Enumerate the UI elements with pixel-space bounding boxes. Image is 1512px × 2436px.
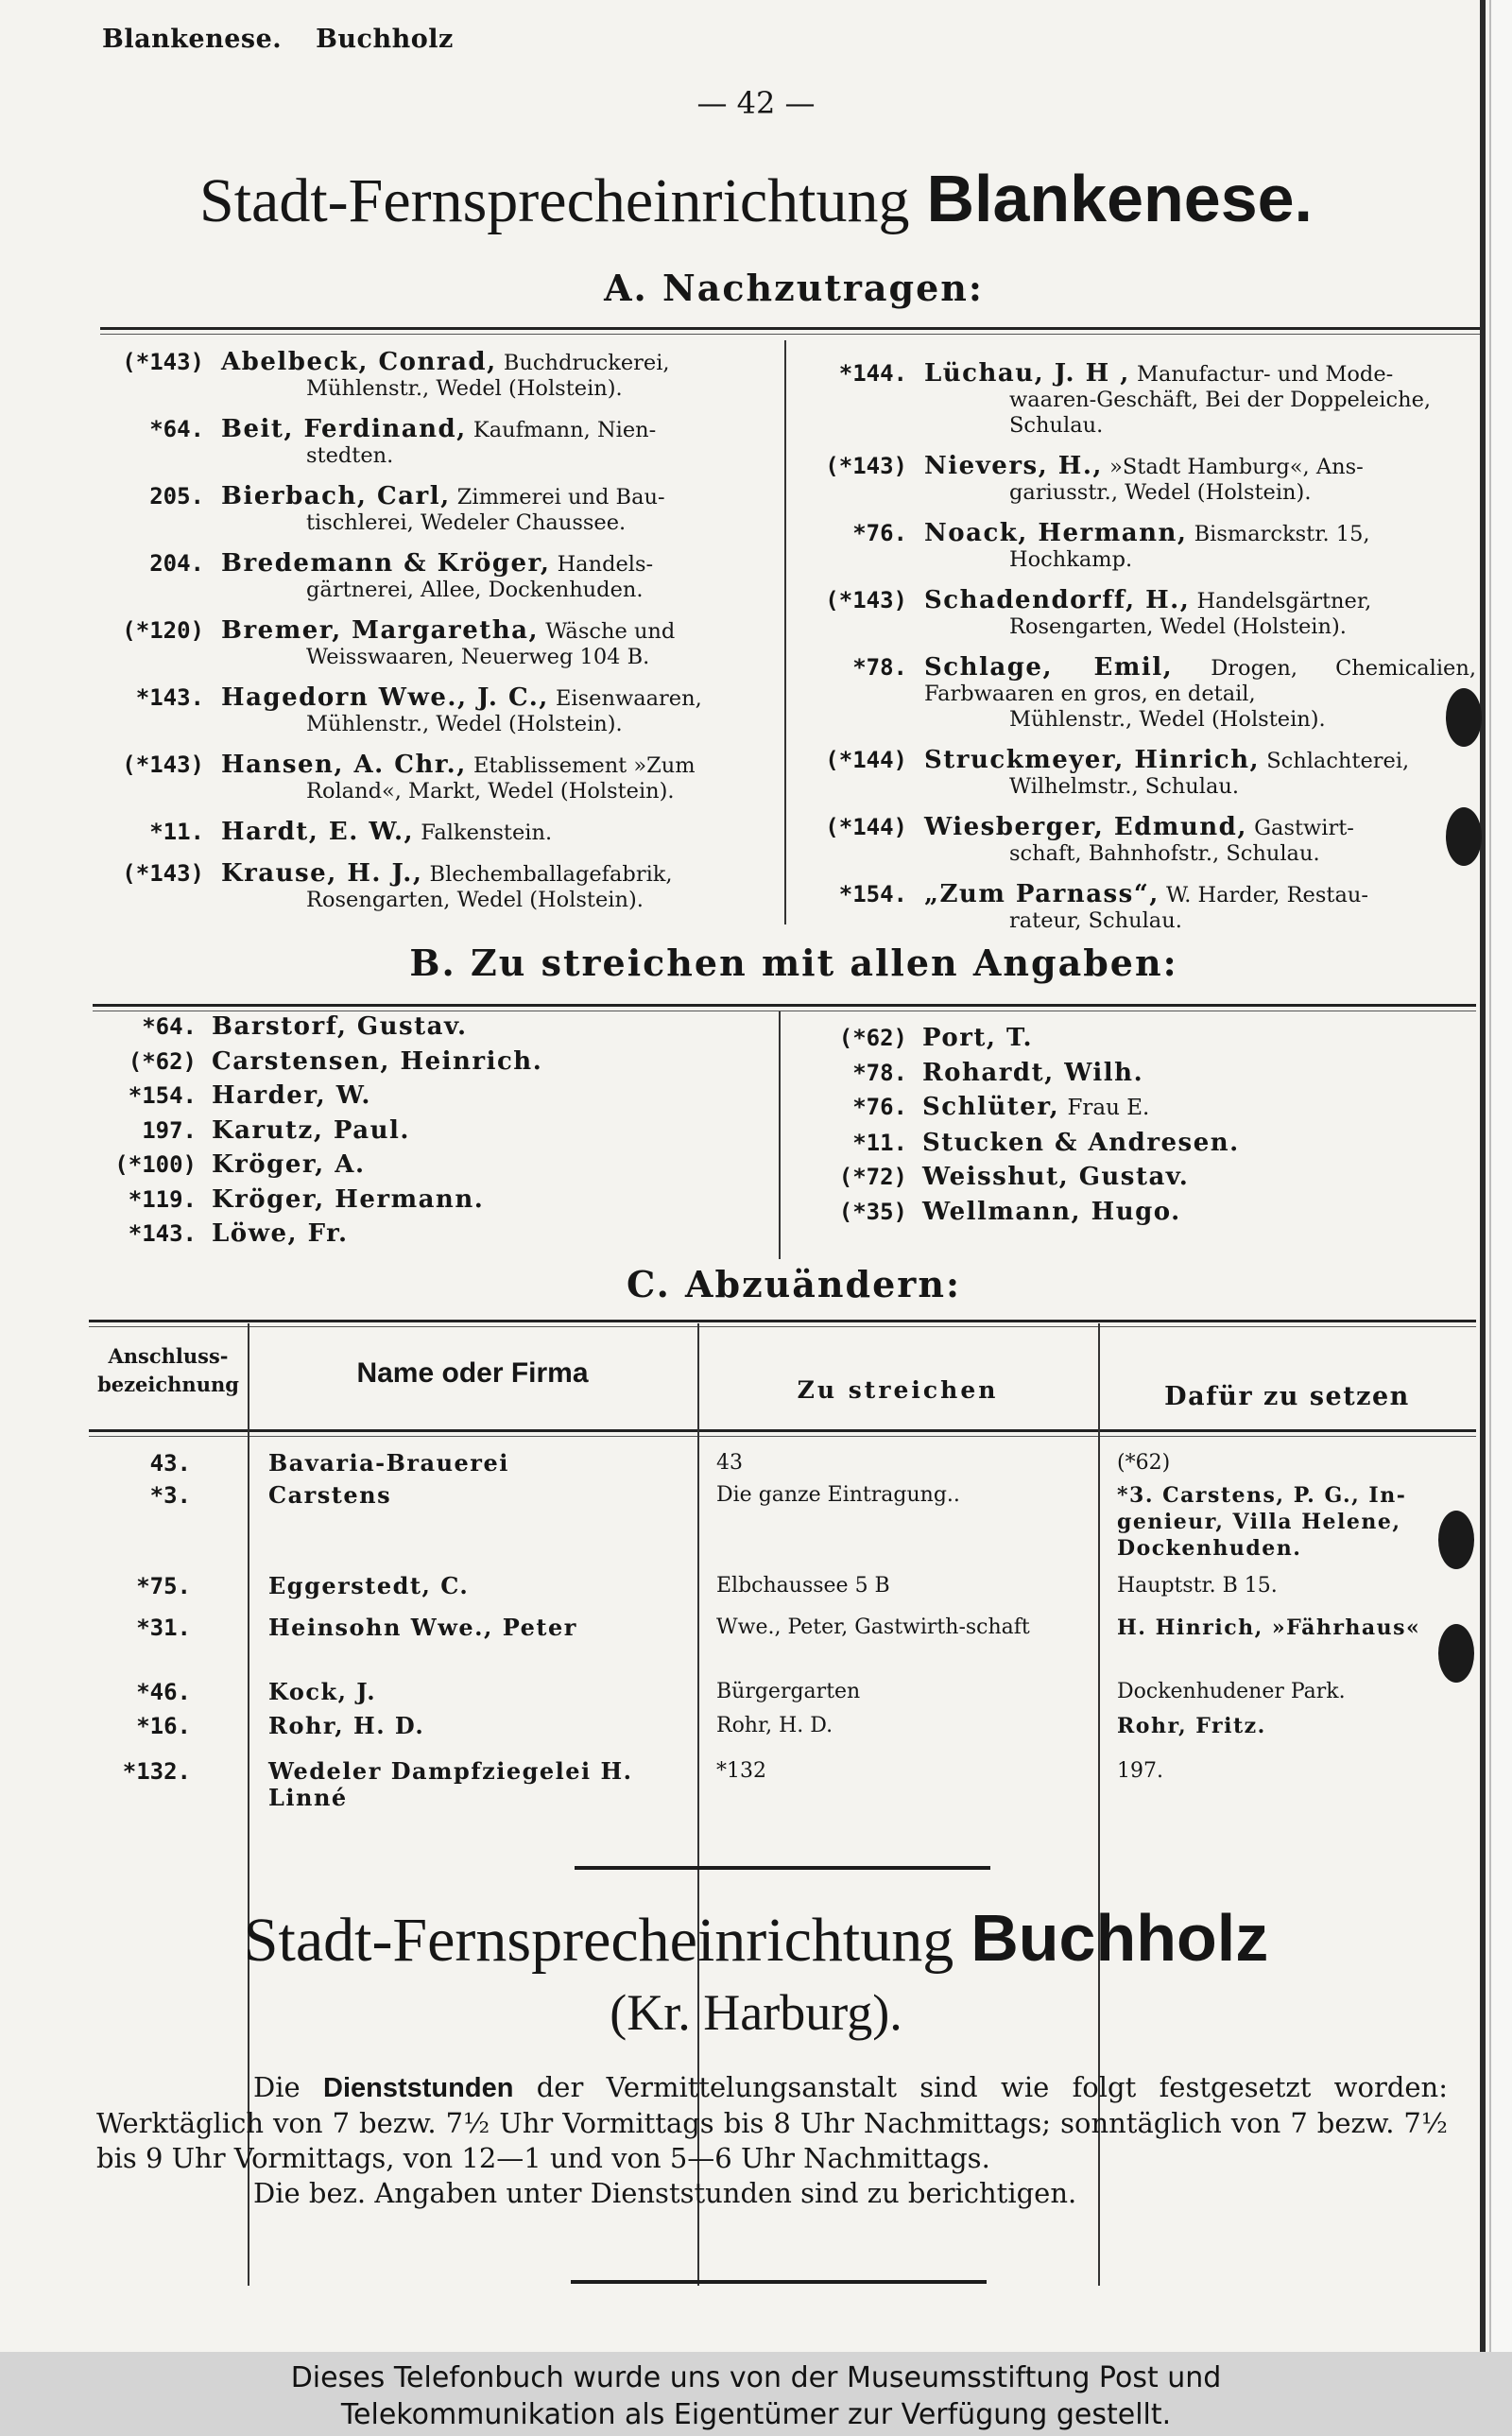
change-strike: 43 <box>716 1451 743 1475</box>
listing-number: (*143) <box>825 453 907 479</box>
listing-number: *11. <box>149 819 204 845</box>
listing-name: Struckmeyer, Hinrich, <box>924 746 1261 774</box>
listing-description: Manufactur- und Mode- <box>1136 362 1394 387</box>
deletion-number: *143. <box>128 1220 197 1247</box>
deletion-text <box>212 1148 754 1183</box>
change-number: *75. <box>136 1573 191 1599</box>
deletion-text <box>922 1195 1465 1230</box>
listing-number: 204. <box>149 550 204 577</box>
running-head-right: Buchholz <box>316 25 454 54</box>
col-header-name: Name oder Firma <box>356 1357 589 1389</box>
deletion-entry <box>93 1045 754 1080</box>
deletion-number: *119. <box>128 1185 197 1213</box>
deletion-name: Karutz, Paul. <box>212 1115 410 1145</box>
listing-continuation: stedten. <box>306 443 394 468</box>
listing-description: Etablissement »Zum <box>472 753 696 778</box>
listing-entry <box>100 752 771 804</box>
change-strike: Wwe., Peter, Gastwirth-schaft <box>716 1615 1030 1639</box>
listing-description: Drogen, Chemicalien, Farbwaaren en gros, en detail, <box>924 656 1476 706</box>
para-word: Die <box>253 2071 301 2103</box>
deletion-entry <box>803 1090 1465 1126</box>
listing-entry <box>803 521 1476 573</box>
listing-continuation: tischlerei, Wedeler Chaussee. <box>306 510 627 535</box>
listing-name: Schlage, Emil, <box>924 653 1174 682</box>
listing-entry <box>803 655 1476 733</box>
deletion-name: Löwe, Fr. <box>212 1219 349 1248</box>
change-replacement: H. Hinrich, »Fährhaus« <box>1117 1615 1421 1640</box>
deletion-name: Weisshut, Gustav. <box>922 1163 1190 1191</box>
section-b-column-divider <box>779 1011 781 1259</box>
listing-text <box>221 861 771 913</box>
deletion-number: *78. <box>852 1059 907 1086</box>
change-row <box>89 1615 1476 1671</box>
listing-text <box>924 815 1476 867</box>
listing-name: Hagedorn Wwe., J. C., <box>221 683 549 712</box>
deletion-text <box>212 1045 754 1080</box>
listing-text <box>221 350 771 402</box>
deletion-text <box>922 1126 1465 1161</box>
deletion-name: Rohardt, Wilh. <box>922 1058 1144 1087</box>
change-number: *132. <box>122 1758 191 1785</box>
deletion-entry <box>803 1195 1465 1230</box>
listing-description: Bismarckstr. 15, <box>1194 522 1370 546</box>
listing-text <box>221 685 771 737</box>
listing-description: Eisenwaaren, <box>555 686 702 711</box>
change-name: Eggerstedt, C. <box>268 1572 470 1599</box>
listing-text <box>924 655 1476 733</box>
listing-text <box>221 551 771 603</box>
listing-continuation: Hochkamp. <box>1009 547 1133 572</box>
listing-continuation: schaft, Bahnhofstr., Schulau. <box>1009 841 1320 866</box>
listing-entry <box>100 417 771 469</box>
listing-name: Schadendorff, H., <box>924 586 1191 614</box>
listing-entry <box>100 861 771 913</box>
listing-entry <box>803 815 1476 867</box>
section-title-blankenese <box>0 161 1512 237</box>
section-a-heading: A. Nachzutragen: <box>604 267 984 309</box>
col-header-anschluss: Anschluss-bezeichnung <box>97 1344 239 1396</box>
separator-line-bottom <box>571 2280 987 2284</box>
change-strike: Die ganze Eintragung.. <box>716 1483 960 1507</box>
change-replacement: *3. Carstens, P. G., In-genieur, Villa Helene, Dockenhuden. <box>1117 1483 1407 1561</box>
listing-continuation: Mühlenstr., Wedel (Holstein). <box>306 712 623 736</box>
deletion-name: Harder, W. <box>212 1081 371 1110</box>
listing-number: *143. <box>135 684 204 711</box>
deletion-name: Schlüter, <box>922 1093 1060 1121</box>
deletion-entry <box>93 1183 754 1218</box>
deletion-name: Wellmann, Hugo. <box>922 1197 1181 1226</box>
listing-description: Kaufmann, Nien- <box>472 418 657 442</box>
listing-continuation: Weisswaaren, Neuerweg 104 B. <box>306 645 650 669</box>
dienststunden-paragraph <box>96 2070 1448 2211</box>
para-text: der Vermittelungsanstalt sind wie folgt festgesetzt worden: Werktäglich von 7 bezw. 7½ Uhr Vormittags bis 8 Uhr Nachmittags; sonntäglich von 7 bezw. 7½ bis 9 Uhr Vormittags, von 12—1 und von 5—6 Uhr Nachmittags. <box>96 2071 1448 2174</box>
change-name: Heinsohn Wwe., Peter <box>268 1614 577 1641</box>
change-strike: Elbchaussee 5 B <box>716 1574 890 1598</box>
listing-description: Handelsgärtner, <box>1196 589 1372 613</box>
deletion-name: Kröger, Hermann. <box>212 1184 485 1214</box>
deletion-number: (*62) <box>128 1047 197 1075</box>
deletion-entry <box>803 1160 1465 1195</box>
deletion-number: 197. <box>142 1116 197 1144</box>
listing-entry <box>100 551 771 603</box>
listing-text <box>924 748 1476 800</box>
listing-number: (*144) <box>825 814 907 840</box>
deletion-name: Stucken & Andresen. <box>922 1128 1240 1157</box>
running-head-left: Blankenese. <box>102 25 283 54</box>
listing-text <box>221 752 771 804</box>
deletion-text <box>922 1090 1465 1126</box>
listing-number: *64. <box>149 416 204 442</box>
para-keyword: Dienststunden <box>323 2073 514 2103</box>
listing-name: Noack, Hermann, <box>924 519 1188 547</box>
listing-description: Falkenstein. <box>421 821 553 845</box>
listing-continuation: Wilhelmstr., Schulau. <box>1009 774 1240 799</box>
change-replacement: 197. <box>1117 1759 1163 1783</box>
section-b-left-list <box>93 1010 754 1252</box>
listing-continuation: gärtnerei, Allee, Dockenhuden. <box>306 578 644 602</box>
deletion-name: Port, T. <box>922 1024 1034 1052</box>
listing-name: Hansen, A. Chr., <box>221 751 467 779</box>
listing-continuation: Rosengarten, Wedel (Holstein). <box>1009 614 1347 639</box>
listing-description: Schlachterei, <box>1266 749 1410 773</box>
change-number: *3. <box>149 1482 191 1509</box>
listing-number: (*143) <box>825 587 907 613</box>
listing-number: 205. <box>149 483 204 510</box>
title-prefix: Stadt-Fernsprecheinrichtung <box>198 166 910 235</box>
listing-description: Gastwirt- <box>1254 816 1354 840</box>
deletion-entry <box>93 1114 754 1149</box>
listing-name: Abelbeck, Conrad, <box>221 348 497 376</box>
listing-number: (*144) <box>825 747 907 773</box>
deletion-entry <box>93 1217 754 1252</box>
deletion-entry <box>803 1056 1465 1091</box>
title-place: Blankenese. <box>926 162 1314 235</box>
section-c-header-rule <box>89 1429 1476 1437</box>
listing-text <box>924 588 1476 640</box>
change-row <box>89 1481 1476 1561</box>
listing-name: Krause, H. J., <box>221 859 423 888</box>
listing-description: Wäsche und <box>545 619 676 644</box>
change-strike: *132 <box>716 1759 766 1783</box>
section-c-heading: C. Abzuändern: <box>627 1263 961 1305</box>
listing-entry <box>803 882 1476 934</box>
deletion-number: (*72) <box>838 1164 907 1190</box>
deletion-text <box>922 1160 1465 1195</box>
listing-number: *144. <box>838 360 907 387</box>
title-prefix: Stadt-Fernsprecheinrichtung <box>243 1906 954 1975</box>
section-a-left-list <box>100 350 771 928</box>
change-row <box>89 1758 1476 1815</box>
listing-number: *76. <box>852 520 907 546</box>
deletion-text <box>212 1217 754 1252</box>
change-name: Carstens <box>268 1481 392 1509</box>
change-replacement: Dockenhudener Park. <box>1117 1680 1346 1703</box>
listing-description: Zimmerei und Bau- <box>456 485 665 510</box>
section-b-heading: B. Zu streichen mit allen Angaben: <box>409 942 1178 984</box>
deletion-number: *11. <box>852 1129 907 1156</box>
listing-continuation: Mühlenstr., Wedel (Holstein). <box>306 376 623 401</box>
listing-entry <box>803 748 1476 800</box>
change-strike: Bürgergarten <box>716 1680 861 1703</box>
change-number: *46. <box>136 1679 191 1705</box>
page-number: — 42 — <box>696 85 816 121</box>
deletion-entry <box>93 1148 754 1183</box>
listing-description: W. Harder, Restau- <box>1166 883 1368 907</box>
listing-number: *78. <box>852 654 907 681</box>
change-replacement: Hauptstr. B 15. <box>1117 1574 1278 1598</box>
section-title-buchholz <box>0 1900 1512 1977</box>
listing-text <box>924 361 1476 439</box>
listing-description: Handels- <box>557 552 654 577</box>
buchholz-subtitle: (Kr. Harburg). <box>610 1984 902 2041</box>
deletion-note: Frau E. <box>1067 1096 1150 1120</box>
running-head <box>102 25 454 54</box>
deletion-text <box>212 1010 754 1045</box>
listing-text <box>924 882 1476 934</box>
listing-number: (*143) <box>122 752 204 778</box>
listing-number: (*143) <box>122 860 204 887</box>
change-number: 43. <box>149 1450 191 1477</box>
listing-continuation: rateur, Schulau. <box>1009 908 1182 933</box>
deletion-entry <box>803 1021 1465 1056</box>
deletion-number: *154. <box>128 1082 197 1109</box>
listing-continuation: waaren-Geschäft, Bei der Doppeleiche, Schulau. <box>1009 388 1432 438</box>
listing-continuation: Rosengarten, Wedel (Holstein). <box>306 888 644 912</box>
section-b-right-list <box>803 1021 1465 1229</box>
listing-text <box>221 820 771 846</box>
listing-entry <box>100 820 771 846</box>
listing-entry <box>100 484 771 536</box>
listing-entry <box>803 588 1476 640</box>
footer-line-1: Dieses Telefonbuch wurde uns von der Museumsstiftung Post und <box>290 2361 1222 2394</box>
listing-name: Beit, Ferdinand, <box>221 415 467 443</box>
deletion-text <box>922 1056 1465 1091</box>
deletion-text <box>212 1183 754 1218</box>
listing-name: Bremer, Margaretha, <box>221 616 540 645</box>
separator-line <box>575 1866 990 1870</box>
listing-number: (*120) <box>122 617 204 644</box>
change-name: Rohr, H. D. <box>268 1712 425 1739</box>
deletion-number: (*35) <box>838 1198 907 1225</box>
deletion-name: Kröger, A. <box>212 1150 366 1179</box>
listing-name: Bierbach, Carl, <box>221 482 451 510</box>
listing-text <box>924 521 1476 573</box>
deletion-text <box>922 1021 1465 1056</box>
section-c-top-rule <box>89 1320 1476 1327</box>
listing-continuation: Roland«, Markt, Wedel (Holstein). <box>306 779 675 803</box>
deletion-text <box>212 1114 754 1149</box>
change-strike: Rohr, H. D. <box>716 1714 833 1737</box>
deletion-number: *64. <box>142 1013 197 1040</box>
listing-text <box>221 618 771 670</box>
deletion-entry <box>803 1126 1465 1161</box>
listing-entry <box>100 685 771 737</box>
col-header-strike: Zu streichen <box>797 1376 999 1404</box>
section-a-rule <box>100 327 1480 335</box>
listing-name: Hardt, E. W., <box>221 818 415 846</box>
section-a-right-list <box>803 361 1476 949</box>
listing-name: Nievers, H., <box>924 452 1103 480</box>
listing-text <box>221 417 771 469</box>
change-replacement: Rohr, Fritz. <box>1117 1714 1266 1738</box>
listing-description: Blechemballagefabrik, <box>429 862 673 887</box>
footer-notice <box>0 2352 1512 2436</box>
change-replacement: (*62) <box>1117 1451 1171 1475</box>
listing-entry <box>803 361 1476 439</box>
title-place: Buchholz <box>971 1901 1269 1975</box>
listing-description: »Stadt Hamburg«, Ans- <box>1109 455 1364 479</box>
listing-continuation: gariusstr., Wedel (Holstein). <box>1009 480 1312 505</box>
change-name: Wedeler Dampfziegelei H. Linné <box>268 1757 633 1811</box>
deletion-entry <box>93 1079 754 1114</box>
paragraph-correction: Die bez. Angaben unter Dienststunden sind zu berichtigen. <box>253 2177 1077 2209</box>
listing-entry <box>100 350 771 402</box>
listing-number: *154. <box>838 881 907 907</box>
footer-line-2: Telekommunikation als Eigentümer zur Verfügung gestellt. <box>340 2398 1172 2431</box>
deletion-number: (*62) <box>838 1025 907 1051</box>
section-a-column-divider <box>784 340 786 924</box>
change-name: Kock, J. <box>268 1678 377 1705</box>
deletion-name: Barstorf, Gustav. <box>212 1012 468 1041</box>
paragraph-body <box>96 2071 1448 2174</box>
deletion-name: Carstensen, Heinrich. <box>212 1046 543 1076</box>
deletion-entry <box>93 1010 754 1045</box>
deletion-number: *76. <box>852 1094 907 1120</box>
listing-name: Wiesberger, Edmund, <box>924 813 1247 841</box>
listing-entry <box>803 454 1476 506</box>
deletion-text <box>212 1079 754 1114</box>
listing-continuation: Mühlenstr., Wedel (Holstein). <box>1009 707 1326 732</box>
listing-description: Buchdruckerei, <box>503 351 670 375</box>
change-number: *16. <box>136 1713 191 1739</box>
listing-text <box>924 454 1476 506</box>
listing-number: (*143) <box>122 349 204 375</box>
deletion-number: (*100) <box>114 1151 197 1178</box>
listing-name: „Zum Parnass“, <box>924 880 1160 908</box>
listing-text <box>221 484 771 536</box>
col-header-set: Dafür zu setzen <box>1164 1382 1410 1411</box>
change-name: Bavaria-Brauerei <box>268 1449 509 1477</box>
listing-name: Bredemann & Kröger, <box>221 549 551 578</box>
listing-name: Lüchau, J. H , <box>924 359 1130 388</box>
listing-entry <box>100 618 771 670</box>
change-number: *31. <box>136 1615 191 1641</box>
